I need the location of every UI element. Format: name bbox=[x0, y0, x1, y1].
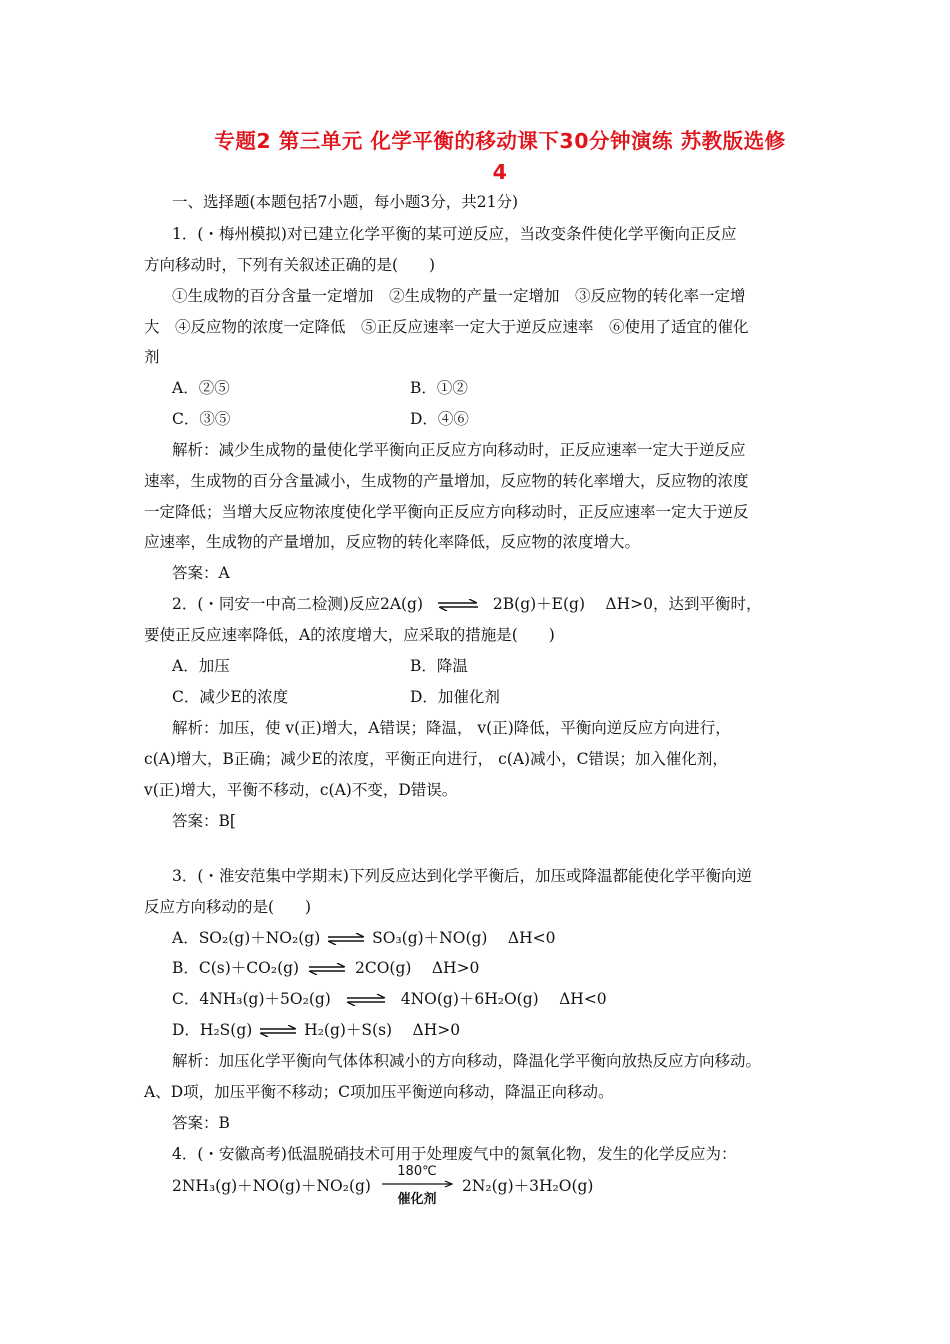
q1-items-line-1: ①生成物的百分含量一定增加 ②生成物的产量一定增加 ③反应物的转化率一定增 bbox=[172, 287, 746, 305]
q4-reaction-condition-catalyst: 催化剂 bbox=[397, 1192, 437, 1207]
q3-explanation-line-1: 解析：加压化学平衡向气体体积减小的方向移动，降温化学平衡向放热反应方向移动。 bbox=[172, 1052, 762, 1070]
equilibrium-arrow-icon bbox=[346, 994, 386, 1006]
q3-option-a bbox=[172, 928, 555, 948]
q2-stem-left: 2．(・同安一中高二检测)反应2A(g) bbox=[172, 595, 424, 613]
reaction-arrow-icon bbox=[382, 1180, 454, 1188]
q1-explanation-line-2: 速率，生成物的百分含量减小，生成物的产量增加，反应物的转化率增大，反应物的浓度 bbox=[144, 472, 749, 490]
q1-explanation-line-1: 解析：减少生成物的量使化学平衡向正反应方向移动时，正反应速率一定大于逆反应 bbox=[172, 441, 746, 459]
q2-option-d: D．加催化剂 bbox=[410, 688, 500, 706]
q3-explanation-line-2: A、D项，加压平衡不移动；C项加压平衡逆向移动，降温正向移动。 bbox=[144, 1083, 614, 1101]
q3-option-a-products: SO₃(g)＋NO(g) ΔH<0 bbox=[372, 929, 556, 947]
q2-option-b: B．降温 bbox=[410, 657, 468, 675]
q1-explanation-line-3: 一定降低；当增大反应物浓度使化学平衡向正反应方向移动时，正反应速率一定大于逆反 bbox=[144, 503, 749, 521]
q3-answer: 答案：B bbox=[172, 1114, 230, 1132]
title-line-2: 4 bbox=[492, 160, 508, 184]
q3-stem-line-1: 3．(・淮安范集中学期末)下列反应达到化学平衡后，加压或降温都能使化学平衡向逆 bbox=[172, 867, 752, 885]
q1-stem-line-1: 1．(・梅州模拟)对已建立化学平衡的某可逆反应，当改变条件使化学平衡向正反应 bbox=[172, 225, 737, 243]
q2-option-c: C．减少E的浓度 bbox=[172, 688, 289, 706]
q3-option-b-products: 2CO(g) ΔH>0 bbox=[354, 959, 480, 977]
q4-equation-right: 2N₂(g)＋3H₂O(g) bbox=[462, 1177, 594, 1195]
q4-stem-line-1: 4．(・安徽高考)低温脱硝技术可用于处理废气中的氮氧化物，发生的化学反应为： bbox=[172, 1145, 737, 1163]
q1-stem-line-2: 方向移动时，下列有关叙述正确的是( ) bbox=[144, 256, 436, 274]
q3-option-d bbox=[172, 1020, 460, 1040]
q4-equation-left: 2NH₃(g)＋NO(g)＋NO₂(g) bbox=[172, 1177, 371, 1195]
q1-option-d: D．④⑥ bbox=[410, 410, 469, 428]
q2-answer: 答案：B[ bbox=[172, 812, 236, 830]
q2-stem-line-2: 要使正反应速率降低，A的浓度增大，应采取的措施是( ) bbox=[144, 626, 555, 644]
q1-option-a: A．②⑤ bbox=[172, 379, 230, 397]
title-line-1: 专题2 第三单元 化学平衡的移动课下30分钟演练 苏教版选修 bbox=[214, 129, 786, 153]
q2-explanation-line-2: c(A)增大，B正确；减少E的浓度，平衡正向进行， c(A)减小，C错误；加入催化剂， bbox=[144, 750, 728, 768]
q1-answer: 答案：A bbox=[172, 564, 230, 582]
q3-option-a-reactants: A．SO₂(g)＋NO₂(g) bbox=[172, 929, 321, 947]
q2-stem-line-1 bbox=[172, 594, 762, 614]
q1-items-line-3: 剂 bbox=[144, 348, 160, 366]
q1-items-line-2: 大 ④反应物的浓度一定降低 ⑤正反应速率一定大于逆反应速率 ⑥使用了适宜的催化 bbox=[144, 318, 749, 336]
q1-option-b: B．①② bbox=[410, 379, 468, 397]
q3-option-d-products: H₂(g)＋S(s) ΔH>0 bbox=[304, 1021, 461, 1039]
q1-explanation-line-4: 应速率，生成物的产量增加，反应物的转化率降低，反应物的浓度增大。 bbox=[144, 533, 641, 551]
q2-stem-right: 2B(g)＋E(g) ΔH>0，达到平衡时， bbox=[492, 595, 762, 613]
q3-option-c bbox=[172, 989, 607, 1009]
q2-option-a: A．加压 bbox=[172, 657, 230, 675]
q4-reaction-condition-temperature: 180℃ bbox=[397, 1164, 437, 1179]
equilibrium-arrow-icon bbox=[259, 1025, 297, 1037]
equilibrium-arrow-icon bbox=[308, 963, 346, 975]
q3-option-b-reactants: B．C(s)＋CO₂(g) bbox=[172, 959, 300, 977]
q2-explanation-line-1: 解析：加压，使 v(正)增大，A错误；降温， v(正)降低，平衡向逆反应方向进行， bbox=[172, 719, 731, 737]
q3-option-b bbox=[172, 958, 479, 978]
q3-stem-line-2: 反应方向移动的是( ) bbox=[144, 898, 312, 916]
q1-option-c: C．③⑤ bbox=[172, 410, 231, 428]
section-heading: 一、选择题(本题包括7小题，每小题3分，共21分) bbox=[172, 193, 519, 211]
q3-option-c-reactants: C．4NH₃(g)＋5O₂(g) bbox=[172, 990, 331, 1008]
equilibrium-arrow-icon bbox=[327, 933, 365, 945]
q3-option-d-reactants: D．H₂S(g) bbox=[172, 1021, 253, 1039]
q3-option-c-products: 4NO(g)＋6H₂O(g) ΔH<0 bbox=[400, 990, 607, 1008]
q2-explanation-line-3: v(正)增大，平衡不移动，c(A)不变，D错误。 bbox=[144, 781, 458, 799]
equilibrium-arrow-icon bbox=[436, 599, 480, 611]
